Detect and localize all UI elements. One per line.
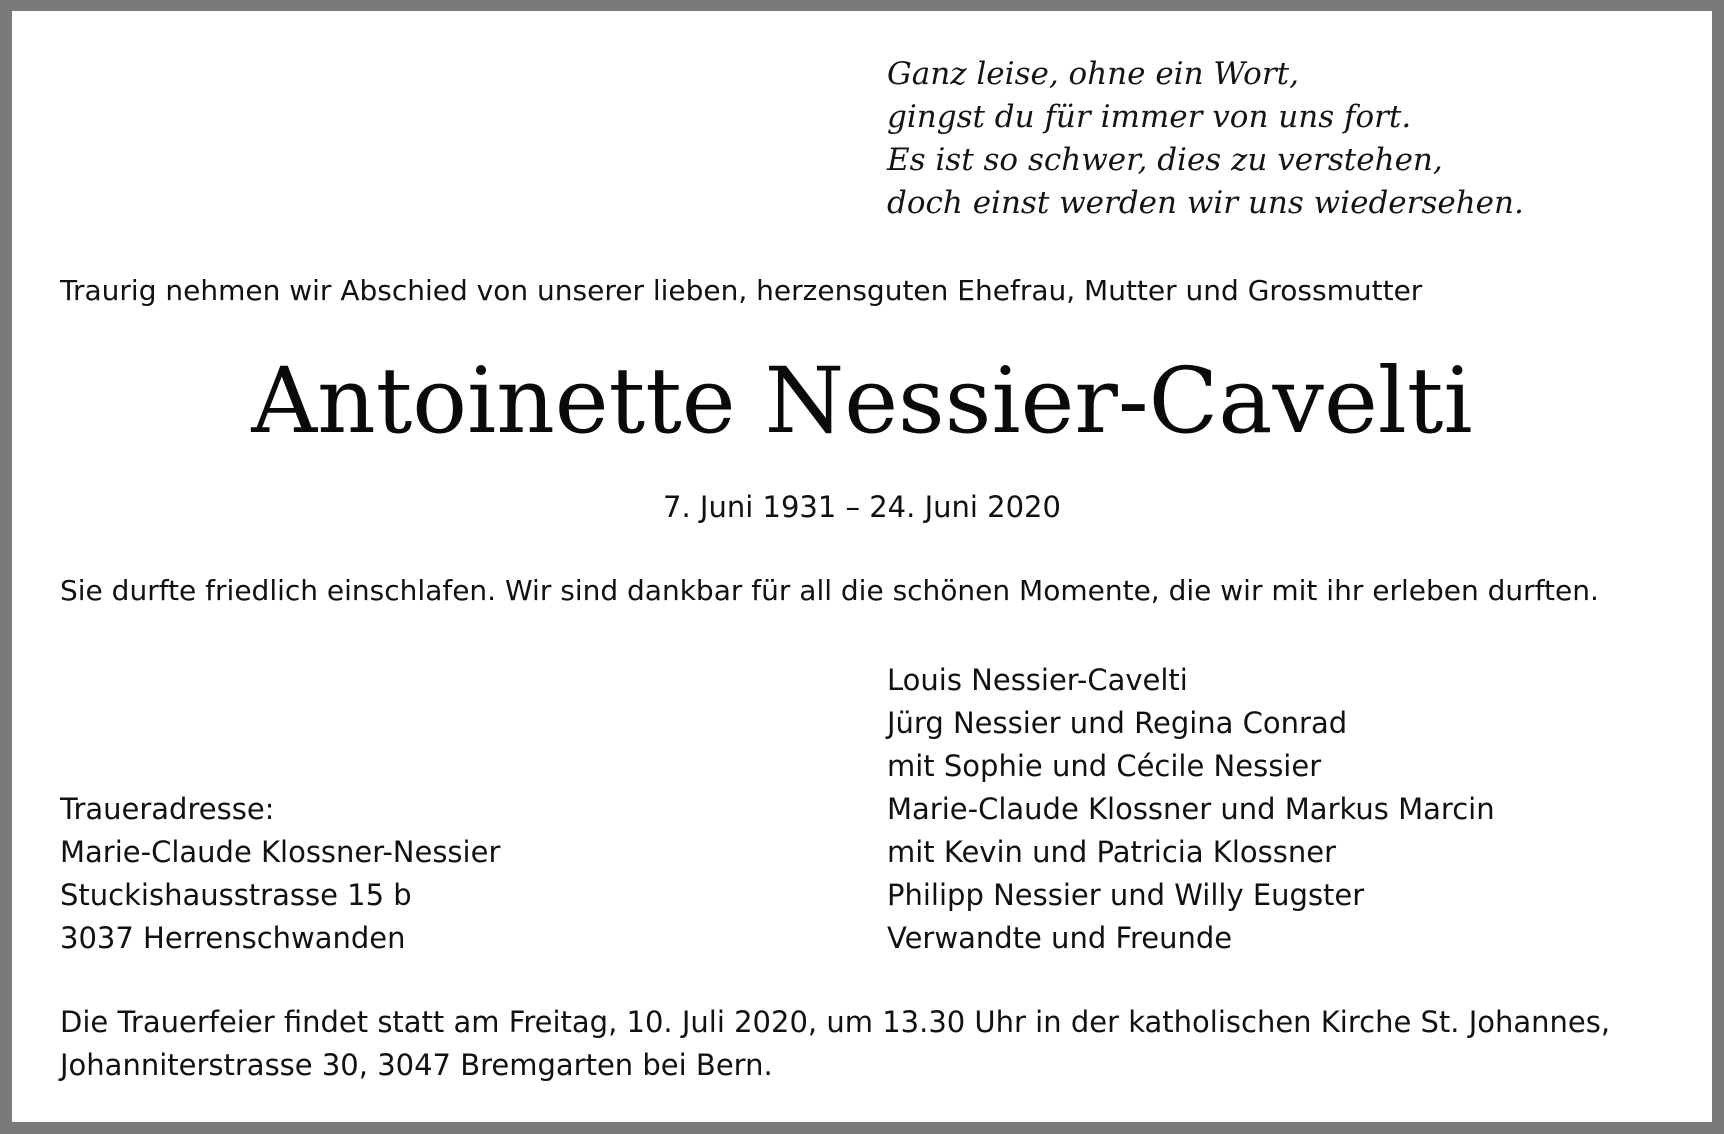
poem-line: doch einst werden wir uns wiedersehen.	[887, 185, 1524, 221]
life-dates: 7. Juni 1931 – 24. Juni 2020	[663, 490, 1061, 524]
poem-line: Ganz leise, ohne ein Wort,	[887, 56, 1299, 92]
poem-line: gingst du für immer von uns fort.	[887, 99, 1412, 135]
mourner-line: Verwandte und Freunde	[887, 921, 1233, 955]
deceased-name: Antoinette Nessier-Cavelti	[251, 349, 1473, 454]
mourner-line: Philipp Nessier und Willy Eugster	[887, 878, 1365, 912]
mourner-line: mit Sophie und Cécile Nessier	[887, 749, 1322, 783]
mourner-line: Louis Nessier-Cavelti	[887, 663, 1188, 697]
mourner-line: Marie-Claude Klossner und Markus Marcin	[887, 792, 1495, 826]
mourner-line: Jürg Nessier und Regina Conrad	[887, 706, 1348, 740]
address-line: Marie-Claude Klossner-Nessier	[60, 835, 501, 869]
ceremony-line: Die Trauerfeier findet statt am Freitag, 10. Juli 2020, um 13.30 Uhr in der katholischen Kirche St. Johannes,	[60, 1005, 1611, 1039]
obituary-notice	[12, 11, 1712, 1122]
address-line: 3037 Herrenschwanden	[60, 921, 406, 955]
memorial-poem	[887, 53, 1524, 225]
mourners-list	[887, 659, 1495, 960]
funeral-ceremony-info	[60, 1001, 1675, 1087]
ceremony-line: Johanniterstrasse 30, 3047 Bremgarten bei Bern.	[60, 1048, 773, 1082]
intro-text: Traurig nehmen wir Abschied von unserer lieben, herzensguten Ehefrau, Mutter und Grossmutter	[60, 274, 1423, 307]
mourning-address	[60, 788, 500, 960]
address-line: Stuckishausstrasse 15 b	[60, 878, 412, 912]
poem-line: Es ist so schwer, dies zu verstehen,	[887, 142, 1443, 178]
farewell-statement: Sie durfte friedlich einschlafen. Wir sind dankbar für all die schönen Momente, die wir mit ihr erleben durften.	[60, 574, 1599, 607]
mourner-line: mit Kevin und Patricia Klossner	[887, 835, 1336, 869]
address-heading: Traueradresse:	[60, 792, 275, 826]
